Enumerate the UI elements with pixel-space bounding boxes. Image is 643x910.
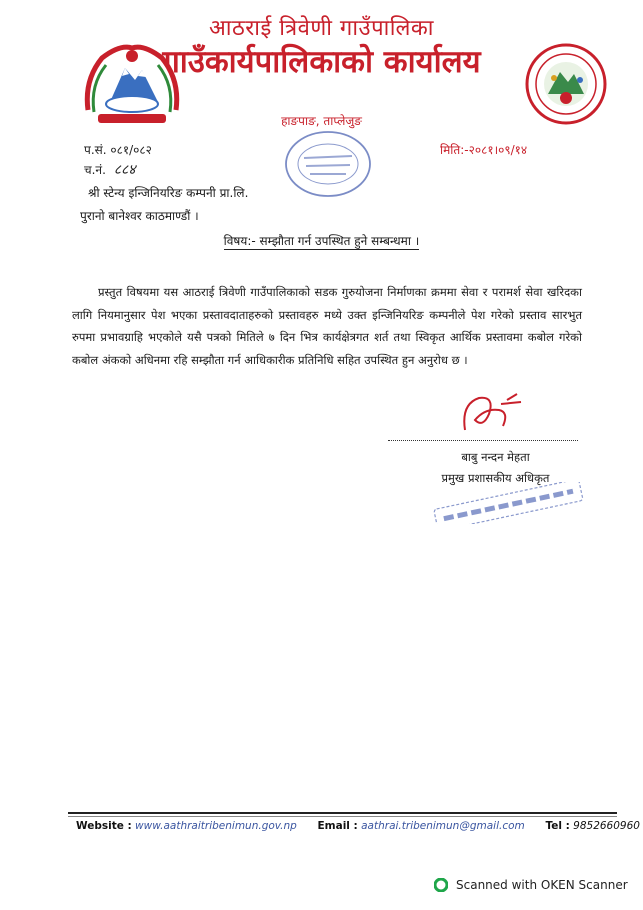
reference-number: प.सं. ०८१/०८२ — [84, 143, 152, 157]
tel-number: 9852660960 — [573, 820, 640, 832]
letter-date: मिति:-२०८१।०९/१४ — [440, 143, 528, 157]
signatory-title: प्रमुख प्रशासकीय अधिकृत — [441, 471, 550, 485]
footer-contact — [76, 820, 640, 832]
municipality-name: आठराई त्रिवेणी गाउँपालिका — [209, 16, 434, 41]
footer-divider-thin — [68, 816, 617, 817]
nepal-emblem-icon — [80, 40, 185, 130]
office-stamp-icon — [282, 128, 374, 200]
scanner-logo-icon — [434, 878, 448, 892]
signatory-name: बाबु नन्दन मेहता — [461, 450, 530, 464]
letter-subject-text: विषय:- सम्झौता गर्न उपस्थित हुने सम्बन्धमा । — [223, 234, 420, 248]
office-name: गाउँकार्यपालिकाको कार्यालय — [162, 44, 481, 80]
official-stamp-icon — [428, 482, 588, 524]
letter-subject — [0, 232, 643, 249]
municipality-logo-icon — [524, 42, 608, 126]
email-link[interactable]: aathrai.tribenimun@gmail.com — [361, 820, 525, 832]
footer-divider — [68, 812, 617, 814]
addressee-company: श्री स्टेन्य इन्जिनियरिङ कम्पनी प्रा.लि. — [88, 186, 249, 200]
office-location: हाङपाङ, ताप्लेजुङ — [281, 114, 362, 128]
website-link[interactable]: www.aathraitribenimun.gov.np — [135, 820, 297, 832]
website-label: Website : — [76, 820, 132, 832]
signature-line — [388, 440, 578, 441]
tel-label: Tel : — [545, 820, 570, 832]
dispatch-number — [84, 160, 136, 179]
scanner-text: Scanned with OKEN Scanner — [456, 878, 628, 892]
addressee-address: पुरानो बानेश्वर काठमाण्डौं । — [80, 209, 199, 223]
letter-body: प्रस्तुत विषयमा यस आठराई त्रिवेणी गाउँपालिकाको सडक गुरुयोजना निर्माणका क्रममा सेवा र परामर्श सेवा खरिदका लागि नियमानुसार पेश भएका प्रस्तावदाताहरुको प्रस्तावहरु मध्ये उक्त इन्जिनियरिङ कम्पनीले पेश गरेको प्रस्ताव सारभुत रुपमा प्रभावग्राहि भएकोले यसै पत्रको मितिले ७ दिन भित्र कार्यक्षेत्रगत शर्त तथा स्विकृत आर्थिक प्रस्तावमा कबोल गरेको कबोल अंकको अधिनमा रहि सम्झौता गर्न आधिकारीक प्रतिनिधि सहित उपस्थित हुन अनुरोध छ । — [72, 285, 582, 367]
email-label: Email : — [317, 820, 358, 832]
dispatch-number-label: च.नं. — [84, 163, 106, 177]
dispatch-number-value: ८८४ — [113, 162, 136, 178]
scanner-watermark — [434, 878, 628, 892]
handwritten-signature-icon — [455, 390, 525, 440]
